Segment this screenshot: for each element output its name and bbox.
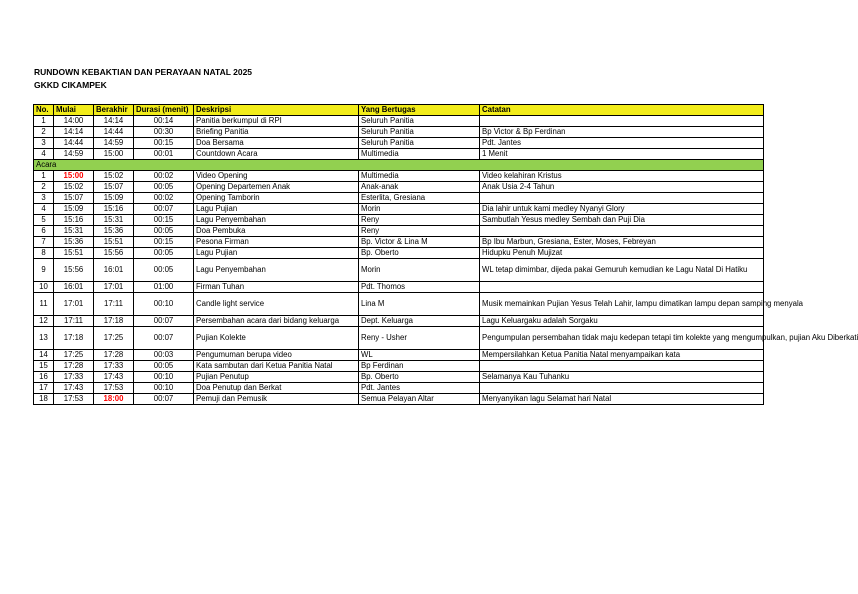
cell-mulai-highlight: 15:00 (54, 171, 94, 182)
cell-deskripsi: Firman Tuhan (194, 282, 359, 293)
cell-no: 2 (34, 182, 54, 193)
cell-catatan: Bp Victor & Bp Ferdinan (480, 127, 764, 138)
cell-durasi: 00:02 (134, 171, 194, 182)
header-no: No. (34, 105, 54, 116)
cell-mulai: 14:44 (54, 138, 94, 149)
header-durasi: Durasi (menit) (134, 105, 194, 116)
cell-deskripsi: Candle light service (194, 293, 359, 316)
cell-durasi: 00:10 (134, 372, 194, 383)
cell-catatan: Dia lahir untuk kami medley Nyanyi Glory (480, 204, 764, 215)
rundown-table (33, 104, 858, 405)
cell-durasi: 00:15 (134, 138, 194, 149)
cell-petugas: Morin (359, 204, 480, 215)
cell-mulai: 17:33 (54, 372, 94, 383)
cell-mulai: 15:31 (54, 226, 94, 237)
cell-deskripsi: Doa Penutup dan Berkat (194, 383, 359, 394)
cell-petugas: Semua Pelayan Altar (359, 394, 480, 405)
cell-berakhir: 15:02 (94, 171, 134, 182)
cell-mulai: 14:00 (54, 116, 94, 127)
cell-durasi: 01:00 (134, 282, 194, 293)
cell-no: 3 (34, 138, 54, 149)
cell-berakhir: 17:28 (94, 350, 134, 361)
cell-petugas: Pdt. Jantes (359, 383, 480, 394)
cell-mulai: 17:11 (54, 316, 94, 327)
cell-deskripsi: Kata sambutan dari Ketua Panitia Natal (194, 361, 359, 372)
cell-no: 6 (34, 226, 54, 237)
table-row (34, 171, 764, 182)
header-yang-bertugas: Yang Bertugas (359, 105, 480, 116)
cell-deskripsi: Video Opening (194, 171, 359, 182)
cell-catatan: Video kelahiran Kristus (480, 171, 764, 182)
cell-berakhir: 15:31 (94, 215, 134, 226)
cell-catatan (480, 193, 764, 204)
cell-catatan: Lagu Keluargaku adalah Sorgaku (480, 316, 764, 327)
cell-berakhir: 17:25 (94, 327, 134, 350)
cell-no: 9 (34, 259, 54, 282)
cell-mulai: 15:51 (54, 248, 94, 259)
cell-durasi: 00:07 (134, 204, 194, 215)
cell-no: 13 (34, 327, 54, 350)
header-catatan: Catatan (480, 105, 764, 116)
section-row-acara (34, 160, 764, 171)
cell-mulai: 15:09 (54, 204, 94, 215)
cell-berakhir: 15:51 (94, 237, 134, 248)
cell-deskripsi: Lagu Penyembahan (194, 215, 359, 226)
cell-no: 5 (34, 215, 54, 226)
cell-catatan: 1 Menit (480, 149, 764, 160)
cell-no: 17 (34, 383, 54, 394)
cell-no: 1 (34, 116, 54, 127)
cell-no: 10 (34, 282, 54, 293)
cell-durasi: 00:03 (134, 350, 194, 361)
cell-catatan: Mempersilahkan Ketua Panitia Natal menyampaikan kata (480, 350, 764, 361)
cell-catatan: Selamanya Kau Tuhanku (480, 372, 764, 383)
cell-petugas: WL (359, 350, 480, 361)
cell-petugas: Seluruh Panitia (359, 138, 480, 149)
cell-durasi: 00:05 (134, 182, 194, 193)
cell-mulai: 17:01 (54, 293, 94, 316)
cell-berakhir: 15:07 (94, 182, 134, 193)
cell-durasi: 00:10 (134, 383, 194, 394)
document-title: RUNDOWN KEBAKTIAN DAN PERAYAAN NATAL 2025 (34, 67, 253, 77)
document-subtitle: GKKD CIKAMPEK (34, 80, 107, 90)
table-row (34, 282, 764, 293)
cell-catatan (480, 226, 764, 237)
cell-petugas: Bp. Oberto (359, 248, 480, 259)
table-row (34, 361, 764, 372)
cell-berakhir: 17:18 (94, 316, 134, 327)
cell-deskripsi: Pesona Firman (194, 237, 359, 248)
cell-durasi: 00:05 (134, 226, 194, 237)
cell-catatan: Musik memainkan Pujian Yesus Telah Lahir, lampu dimatikan lampu depan samping menyala (480, 293, 764, 316)
cell-berakhir: 15:16 (94, 204, 134, 215)
cell-mulai: 17:25 (54, 350, 94, 361)
cell-deskripsi: Countdown Acara (194, 149, 359, 160)
cell-no: 11 (34, 293, 54, 316)
cell-petugas: Bp. Victor & Lina M (359, 237, 480, 248)
table-row (34, 116, 764, 127)
cell-mulai: 17:28 (54, 361, 94, 372)
table-row (34, 316, 764, 327)
cell-no: 4 (34, 149, 54, 160)
table-row (34, 327, 764, 350)
cell-berakhir: 14:44 (94, 127, 134, 138)
cell-deskripsi: Pemuji dan Pemusik (194, 394, 359, 405)
cell-durasi: 00:10 (134, 293, 194, 316)
header-deskripsi: Deskripsi (194, 105, 359, 116)
cell-deskripsi: Persembahan acara dari bidang keluarga (194, 316, 359, 327)
cell-durasi: 00:15 (134, 237, 194, 248)
cell-catatan: WL tetap dimimbar, dijeda pakai Gemuruh kemudian ke Lagu Natal Di Hatiku (480, 259, 764, 282)
cell-deskripsi: Lagu Penyembahan (194, 259, 359, 282)
cell-deskripsi: Lagu Pujian (194, 204, 359, 215)
table-row (34, 237, 764, 248)
cell-deskripsi: Pujian Penutup (194, 372, 359, 383)
cell-berakhir: 16:01 (94, 259, 134, 282)
table-row (34, 350, 764, 361)
cell-durasi: 00:07 (134, 394, 194, 405)
cell-catatan: Anak Usia 2-4 Tahun (480, 182, 764, 193)
cell-berakhir: 15:00 (94, 149, 134, 160)
table-row (34, 383, 764, 394)
cell-deskripsi: Briefing Panitia (194, 127, 359, 138)
cell-durasi: 00:01 (134, 149, 194, 160)
cell-mulai: 17:43 (54, 383, 94, 394)
cell-durasi: 00:14 (134, 116, 194, 127)
cell-mulai: 15:56 (54, 259, 94, 282)
cell-petugas: Multimedia (359, 171, 480, 182)
cell-durasi: 00:07 (134, 316, 194, 327)
cell-petugas: Seluruh Panitia (359, 116, 480, 127)
cell-catatan (480, 282, 764, 293)
cell-catatan: Hidupku Penuh Mujizat (480, 248, 764, 259)
cell-catatan: Pdt. Jantes (480, 138, 764, 149)
cell-durasi: 00:05 (134, 259, 194, 282)
cell-berakhir: 17:11 (94, 293, 134, 316)
cell-mulai: 15:16 (54, 215, 94, 226)
cell-no: 14 (34, 350, 54, 361)
cell-no: 8 (34, 248, 54, 259)
cell-catatan: Menyanyikan lagu Selamat hari Natal (480, 394, 764, 405)
table-row (34, 248, 764, 259)
cell-deskripsi: Panitia berkumpul di RPI (194, 116, 359, 127)
cell-berakhir: 15:56 (94, 248, 134, 259)
cell-petugas: Bp Ferdinan (359, 361, 480, 372)
cell-petugas: Esterlita, Gresiana (359, 193, 480, 204)
cell-no: 3 (34, 193, 54, 204)
cell-berakhir: 17:01 (94, 282, 134, 293)
table-row (34, 138, 764, 149)
cell-petugas: Bp. Oberto (359, 372, 480, 383)
cell-catatan (480, 361, 764, 372)
cell-berakhir: 15:36 (94, 226, 134, 237)
cell-berakhir: 17:53 (94, 383, 134, 394)
header-row (34, 105, 764, 116)
cell-berakhir: 15:09 (94, 193, 134, 204)
cell-mulai: 17:18 (54, 327, 94, 350)
cell-mulai: 16:01 (54, 282, 94, 293)
cell-durasi: 00:05 (134, 248, 194, 259)
table-row (34, 215, 764, 226)
table-row (34, 293, 764, 316)
cell-durasi: 00:15 (134, 215, 194, 226)
cell-deskripsi: Lagu Pujian (194, 248, 359, 259)
header-mulai: Mulai (54, 105, 94, 116)
cell-petugas: Reny (359, 215, 480, 226)
cell-no: 1 (34, 171, 54, 182)
cell-no: 4 (34, 204, 54, 215)
cell-catatan (480, 116, 764, 127)
cell-catatan: Sambutlah Yesus medley Sembah dan Puji Dia (480, 215, 764, 226)
cell-mulai: 15:36 (54, 237, 94, 248)
cell-mulai: 14:59 (54, 149, 94, 160)
cell-petugas: Dept. Keluarga (359, 316, 480, 327)
cell-durasi: 00:05 (134, 361, 194, 372)
cell-deskripsi: Opening Departemen Anak (194, 182, 359, 193)
cell-deskripsi: Doa Bersama (194, 138, 359, 149)
cell-petugas: Reny - Usher (359, 327, 480, 350)
cell-petugas: Multimedia (359, 149, 480, 160)
cell-berakhir: 14:14 (94, 116, 134, 127)
cell-petugas: Lina M (359, 293, 480, 316)
cell-no: 18 (34, 394, 54, 405)
cell-no: 12 (34, 316, 54, 327)
cell-catatan: Pengumpulan persembahan tidak maju kedepan tetapi tim kolekte yang mengumpulkan, pujian Aku Diberkati (480, 327, 764, 350)
cell-mulai: 14:14 (54, 127, 94, 138)
table-row (34, 204, 764, 215)
cell-durasi: 00:30 (134, 127, 194, 138)
table-row (34, 394, 764, 405)
cell-deskripsi: Pengumuman berupa video (194, 350, 359, 361)
cell-petugas: Pdt. Thomos (359, 282, 480, 293)
cell-petugas: Morin (359, 259, 480, 282)
table-row (34, 226, 764, 237)
cell-durasi: 00:07 (134, 327, 194, 350)
cell-berakhir: 17:43 (94, 372, 134, 383)
cell-no: 16 (34, 372, 54, 383)
cell-mulai: 15:07 (54, 193, 94, 204)
cell-mulai: 15:02 (54, 182, 94, 193)
cell-catatan (480, 383, 764, 394)
cell-petugas: Reny (359, 226, 480, 237)
cell-deskripsi: Pujian Kolekte (194, 327, 359, 350)
cell-petugas: Seluruh Panitia (359, 127, 480, 138)
cell-durasi: 00:02 (134, 193, 194, 204)
cell-mulai: 17:53 (54, 394, 94, 405)
cell-no: 2 (34, 127, 54, 138)
cell-no: 15 (34, 361, 54, 372)
cell-catatan: Bp Ibu Marbun, Gresiana, Ester, Moses, Febreyan (480, 237, 764, 248)
table-row (34, 259, 764, 282)
cell-deskripsi: Doa Pembuka (194, 226, 359, 237)
table-row (34, 372, 764, 383)
cell-deskripsi: Opening Tamborin (194, 193, 359, 204)
cell-no: 7 (34, 237, 54, 248)
header-berakhir: Berakhir (94, 105, 134, 116)
table-row (34, 127, 764, 138)
cell-berakhir-highlight: 18:00 (94, 394, 134, 405)
section-label: Acara (34, 160, 764, 171)
table-row (34, 193, 764, 204)
cell-berakhir: 17:33 (94, 361, 134, 372)
table-row (34, 182, 764, 193)
cell-berakhir: 14:59 (94, 138, 134, 149)
cell-petugas: Anak-anak (359, 182, 480, 193)
table-row (34, 149, 764, 160)
